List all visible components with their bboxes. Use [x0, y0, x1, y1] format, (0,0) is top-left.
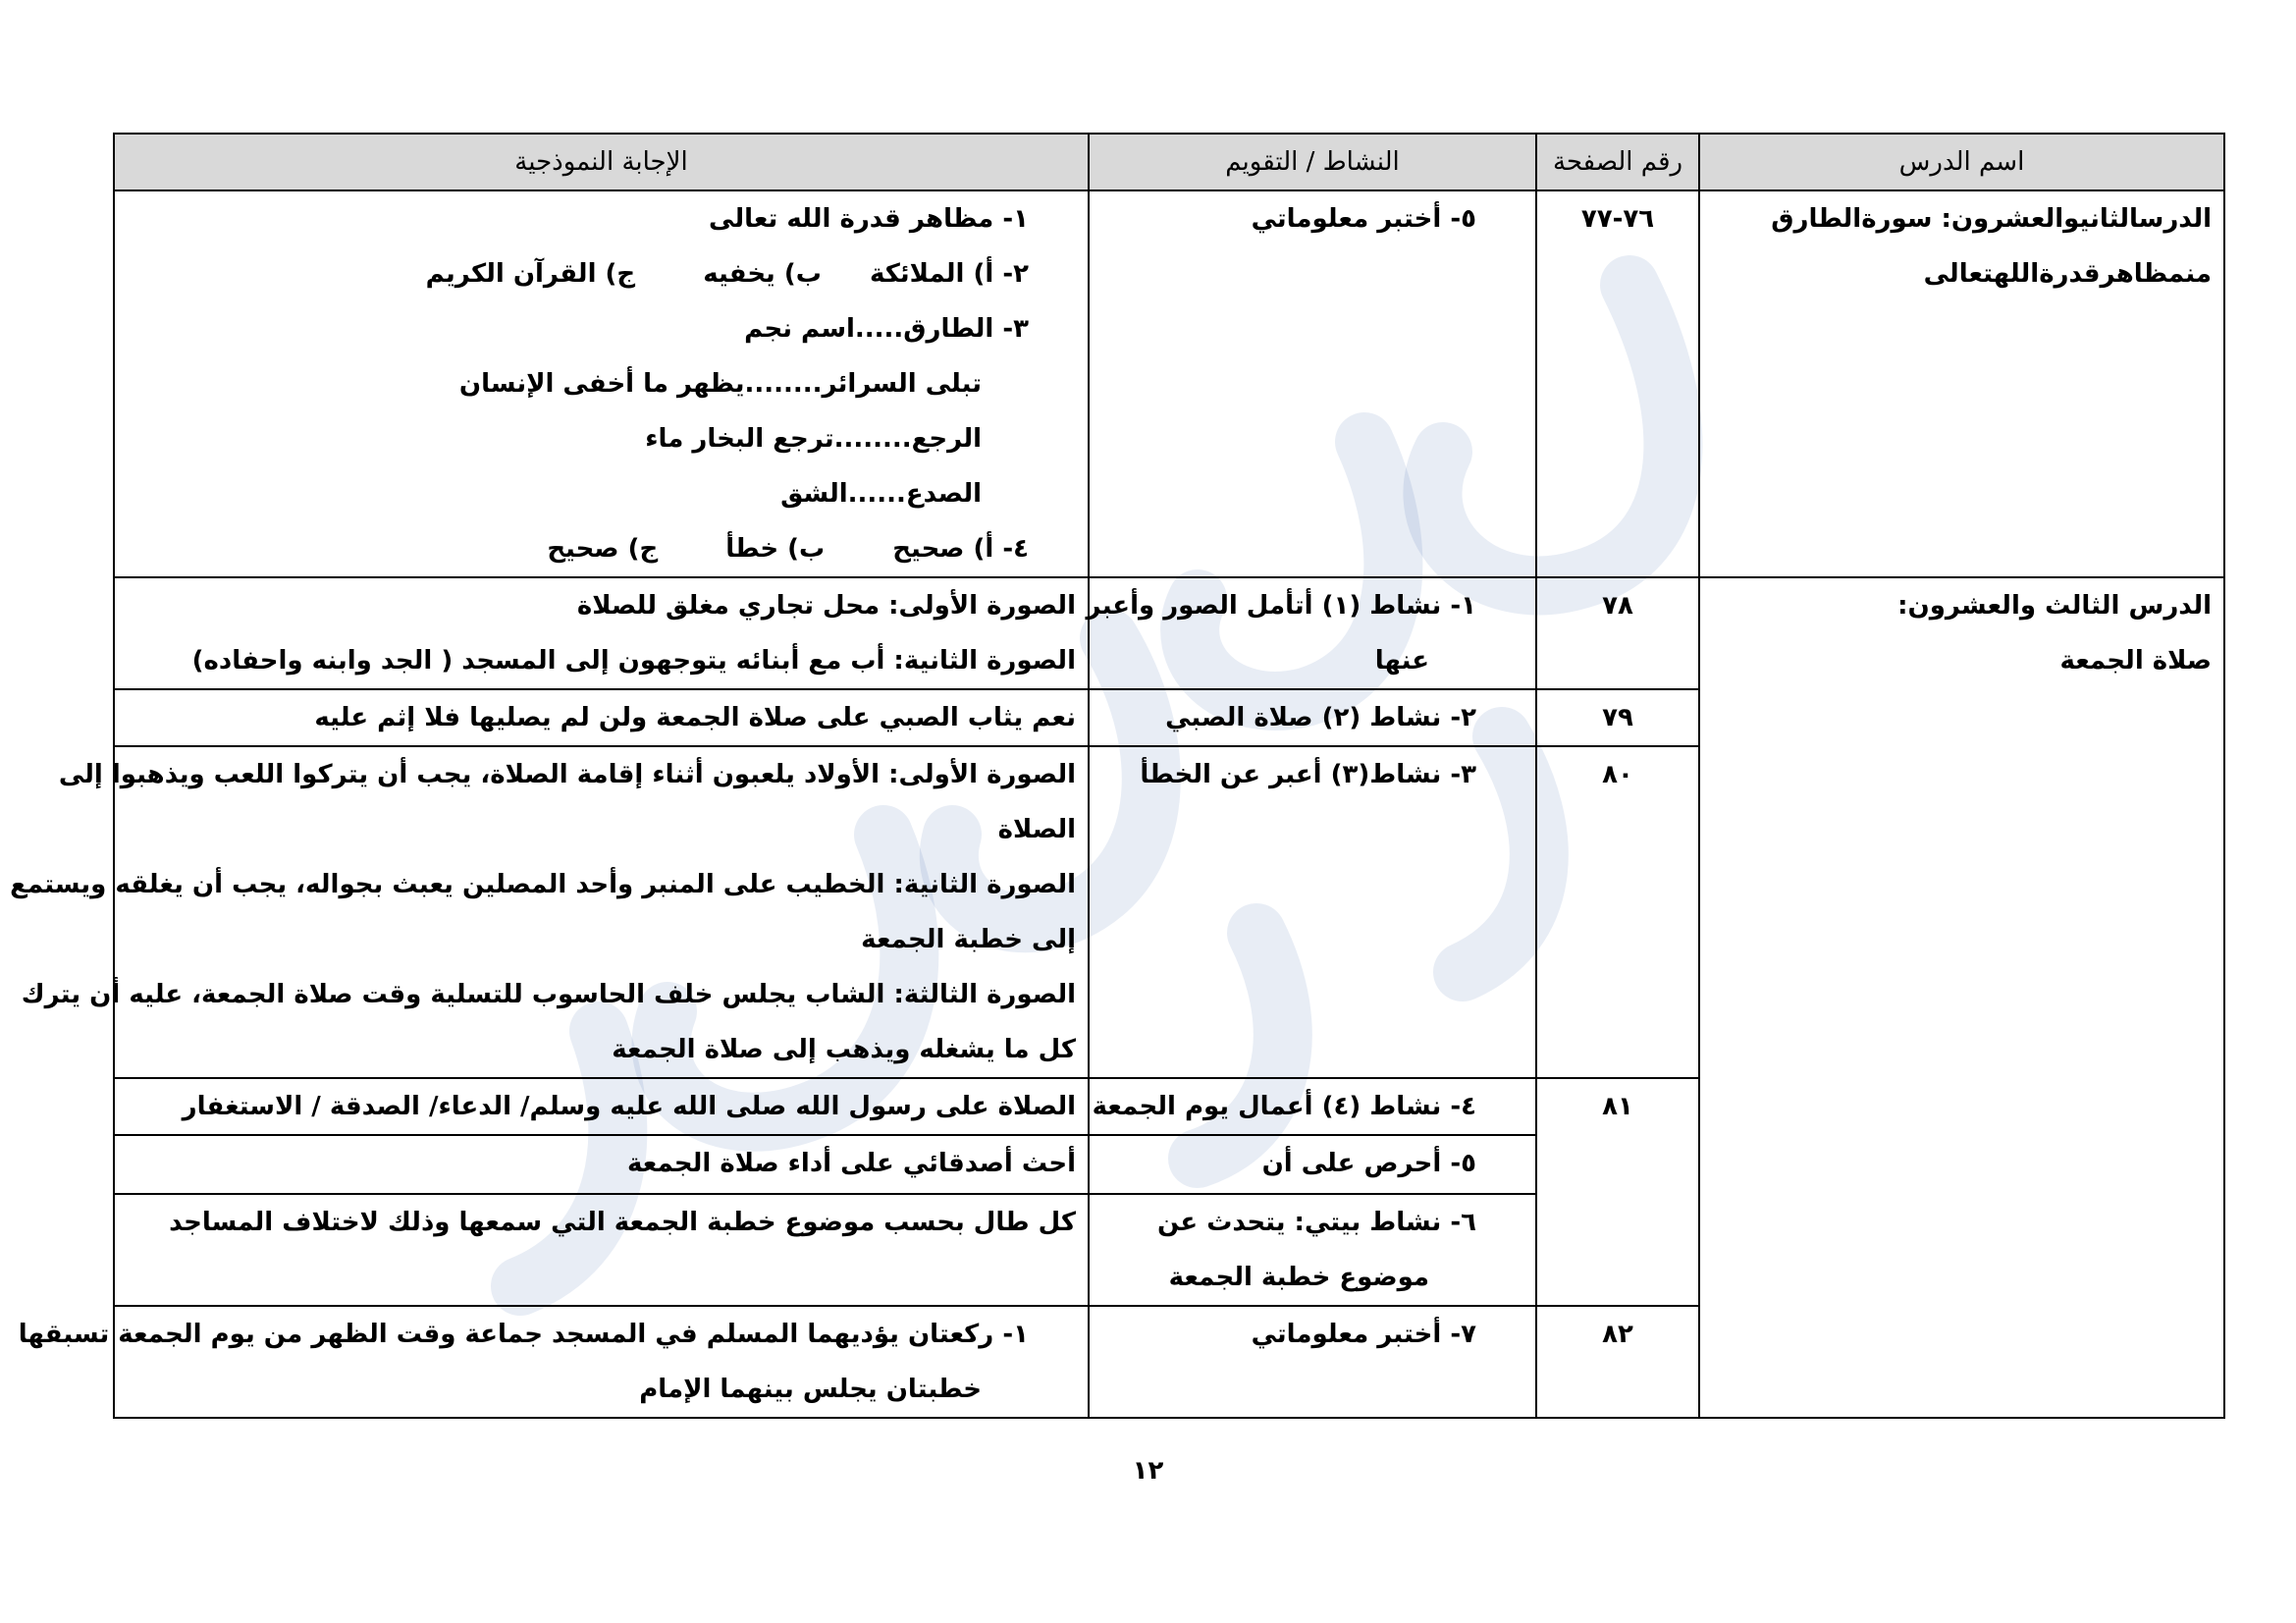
answer-cell [10, 746, 1089, 1078]
header-activity: النشاط / التقويم [1089, 134, 1536, 190]
answer-line: الصلاة [997, 815, 1076, 844]
activity-cell [1089, 1194, 1536, 1306]
answer-line [127, 246, 1029, 301]
answer-line: الصورة الأولى: الأولاد يلعبون أثناء إقامة الصلاة، يجب أن يتركوا اللعب ويذهبوا إلى [58, 760, 1076, 789]
answer-line: خطبتان يجلس بينهما الإمام [639, 1375, 982, 1404]
lesson-cell [1699, 577, 2224, 1418]
answers-table [10, 133, 2225, 1419]
answer-line: كل طال بحسب موضوع خطبة الجمعة التي سمعها وذلك لاختلاف المساجد [169, 1208, 1076, 1237]
header-page: رقم الصفحة [1536, 134, 1699, 190]
answer-option: ج) القرآن الكريم [425, 259, 636, 289]
lesson-cell [1699, 190, 2224, 577]
answer-line: أحث أصدقائي على أداء صلاة الجمعة [627, 1149, 1076, 1178]
answer-line: تبلى السرائر........يظهر ما أخفى الإنسان [458, 369, 982, 399]
activity-text: موضوع خطبة الجمعة [1168, 1263, 1429, 1292]
header-row [114, 134, 2224, 190]
answer-cell [114, 1078, 1089, 1135]
answer-cell [114, 1194, 1089, 1306]
activity-cell [1086, 577, 1536, 689]
header-answer: الإجابة النموذجية [114, 134, 1089, 190]
activity-cell [1089, 689, 1536, 746]
lesson-title: الدرسالثانيوالعشرون: سورةالطارق [1771, 204, 2212, 234]
activity-cell [1089, 190, 1536, 577]
answer-cell [114, 689, 1089, 746]
page-cell: ٧٨ [1536, 577, 1699, 689]
activity-text: ٢- نشاط (٢) صلاة الصبي [1165, 703, 1476, 732]
activity-text: ١- نشاط (١) أتأمل الصور وأعبر [1086, 591, 1476, 621]
activity-text: ٧- أختبر معلوماتي [1251, 1320, 1476, 1349]
activity-cell [1089, 1306, 1536, 1418]
answer-option: ب) خطأ [725, 534, 826, 564]
answer-line [127, 521, 1029, 576]
page-cell: ٨٢ [1536, 1306, 1699, 1418]
page-cell: ٨٠ [1536, 746, 1699, 1078]
answer-option: ب) يخفيه [703, 259, 822, 289]
activity-cell [1089, 1135, 1536, 1194]
lesson-title: الدرس الثالث والعشرون: [1897, 591, 2212, 621]
answer-line: الصورة الثانية: الخطيب على المنبر وأحد المصلين يعبث بجواله، يجب أن يغلقه ويستمع [10, 870, 1076, 899]
answer-line: نعم يثاب الصبي على صلاة الجمعة ولن لم يصليها فلا إثم عليه [314, 703, 1076, 732]
page-cell: ٨١ [1536, 1078, 1699, 1306]
answer-line: ٣- الطارق.....اسم نجم [744, 314, 1029, 344]
answer-line: الصورة الثالثة: الشاب يجلس خلف الحاسوب للتسلية وقت صلاة الجمعة، عليه أن يترك [21, 980, 1076, 1009]
answer-option: ٤- أ) صحيح [892, 534, 1029, 564]
activity-text: ٥- أختبر معلوماتي [1251, 204, 1476, 234]
table-row [114, 190, 2224, 577]
header-lesson: اسم الدرس [1699, 134, 2224, 190]
answer-line: الصورة الأولى: محل تجاري مغلق للصلاة [576, 591, 1076, 621]
answer-line: الصدع......الشق [780, 479, 982, 509]
answer-line: كل ما يشغله ويذهب إلى صلاة الجمعة [612, 1035, 1076, 1064]
page-cell: ٧٩ [1536, 689, 1699, 746]
answer-option: ٢- أ) الملائكة [869, 259, 1029, 289]
answer-line: ١- مظاهر قدرة الله تعالى [709, 204, 1029, 234]
answer-line: الصلاة على رسول الله صلى الله عليه وسلم/ الدعاء/ الصدقة / الاستغفار [182, 1092, 1076, 1121]
answer-line: إلى خطبة الجمعة [861, 925, 1076, 954]
answer-cell [114, 1135, 1089, 1194]
page-number: ١٢ [1132, 1456, 1164, 1486]
answer-cell [114, 577, 1089, 689]
activity-text: ٥- أحرص على أن [1261, 1149, 1476, 1178]
activity-text: ٣- نشاط(٣) أعبر عن الخطأ [1140, 760, 1476, 789]
activity-cell [1089, 746, 1536, 1078]
answer-line: الصورة الثانية: أب مع أبنائه يتوجهون إلى المسجد ( الجد وابنه واحفاده) [191, 646, 1076, 676]
activity-cell [1089, 1078, 1536, 1135]
activity-text: عنها [1374, 646, 1429, 676]
activity-text: ٦- نشاط بيتي: يتحدث عن [1157, 1208, 1476, 1237]
table-row [114, 577, 2224, 689]
answer-cell [114, 190, 1089, 577]
activity-text: ٤- نشاط (٤) أعمال يوم الجمعة [1092, 1092, 1476, 1121]
lesson-subtitle: منمظاهرقدرةاللهتعالى [1923, 259, 2212, 289]
answer-option: ج) صحيح [547, 534, 659, 564]
page-cell: ٧٦-٧٧ [1536, 190, 1699, 577]
lesson-subtitle: صلاة الجمعة [2059, 646, 2212, 676]
answer-line: ١- ركعتان يؤديهما المسلم في المسجد جماعة وقت الظهر من يوم الجمعة تسبقها [18, 1320, 1029, 1349]
answer-line: الرجع........ترجع البخار ماء [645, 424, 982, 454]
answer-cell [18, 1306, 1089, 1418]
